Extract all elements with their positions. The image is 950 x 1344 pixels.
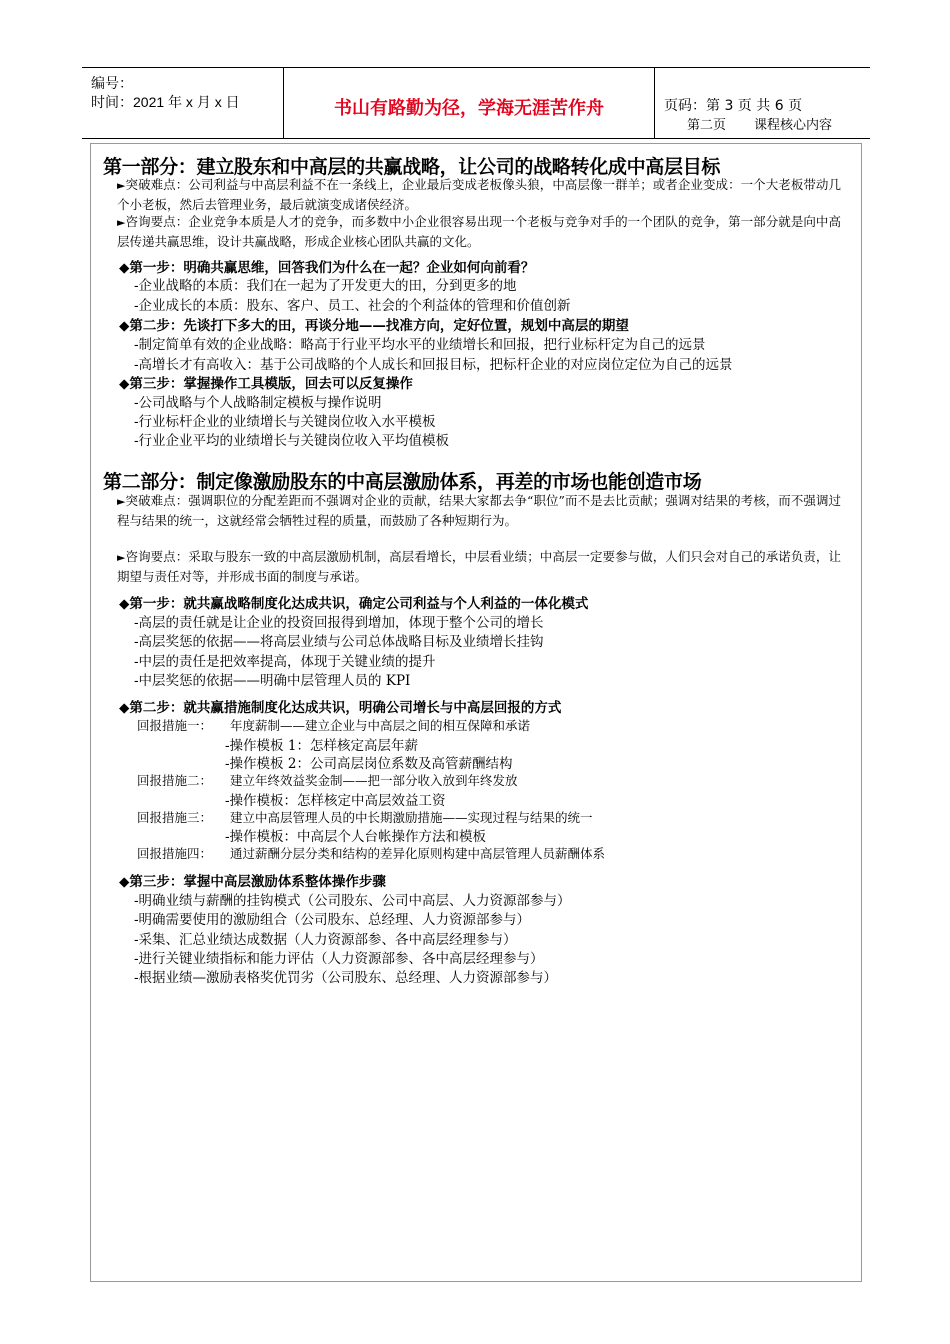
list-item: -操作模板 2：公司高层岗位系数及高管薪酬结构 bbox=[225, 756, 513, 772]
list-item: -高层奖惩的依据——将高层业绩与公司总体战略目标及业绩增长挂钩 bbox=[134, 634, 544, 650]
part1-note-1: ►突破难点：公司利益与中高层利益不在一条线上，企业最后变成老板像头狼，中高层像一群羊；或者企业变成：一个大老板带动几个小老板，然后去管理业务，最后就演变成诸侯经济。 bbox=[117, 177, 841, 212]
part1-step2: ◆第二步：先谈打下多大的田，再谈分地——找准方向，定好位置，规划中高层的期望 bbox=[119, 318, 629, 334]
list-item: -明确需要使用的激励组合（公司股东、总经理、人力资源部参与） bbox=[134, 912, 531, 928]
page-info: 页码：第 3 页 共 6 页 bbox=[664, 98, 803, 114]
measure-1 bbox=[137, 716, 530, 734]
part2-step1: ◆第一步：就共赢战略制度化达成共识，确定公司利益与个人利益的一体化模式 bbox=[119, 596, 589, 612]
list-item: -根据业绩—激励表格奖优罚劣（公司股东、总经理、人力资源部参与） bbox=[134, 970, 558, 986]
time-label: 时间：2021 年 x 月 x 日 bbox=[91, 94, 240, 110]
arrow-right-icon: ► bbox=[117, 495, 126, 508]
measure-text: 建立年终效益奖金制——把一部分收入放到年终发放 bbox=[230, 773, 518, 788]
part2-title: 第二部分：制定像激励股东的中高层激励体系，再差的市场也能创造市场 bbox=[103, 471, 702, 493]
part1-step1: ◆第一步：明确共赢思维，回答我们为什么在一起？企业如何向前看？ bbox=[119, 260, 535, 276]
measure-text: 年度薪制——建立企业与中高层之间的相互保障和承诺 bbox=[230, 718, 531, 733]
code-label: 编号： bbox=[91, 75, 133, 91]
measure-4 bbox=[137, 844, 605, 862]
part1-note-2: ►咨询要点：企业竞争本质是人才的竞争，而多数中小企业很容易出现一个老板与竞争对手的一个团队的竞争，第一部分就是向中高层传递共赢思维，设计共赢战略，形成企业核心团队共赢的文化。 bbox=[117, 214, 841, 249]
part2-note-1: ►突破难点：强调职位的分配差距而不强调对企业的贡献，结果大家都去争“职位”而不是去比贡献；强调对结果的考核，而不强调过程与结果的统一，这就经常会牺牲过程的质量，而鼓励了各种短期行为。 bbox=[117, 493, 841, 528]
section-label: 第二页 bbox=[687, 118, 727, 133]
measure-label: 回报措施三： bbox=[137, 810, 213, 825]
list-item: -高增长才有高收入：基于公司战略的个人成长和回报目标，把标杆企业的对应岗位定位为自己的远景 bbox=[134, 357, 733, 373]
arrow-right-icon: ► bbox=[117, 216, 126, 229]
list-item: -制定简单有效的企业战略：略高于行业平均水平的业绩增长和回报，把行业标杆定为自己的远景 bbox=[134, 337, 706, 353]
list-item: -采集、汇总业绩达成数据（人力资源部参、各中高层经理参与） bbox=[134, 932, 517, 948]
list-item: -进行关键业绩指标和能力评估（人力资源部参、各中高层经理参与） bbox=[134, 951, 544, 967]
measure-text: 建立中高层管理人员的中长期激励措施——实现过程与结果的统一 bbox=[230, 810, 593, 825]
part1-step3: ◆第三步：掌握操作工具模版，回去可以反复操作 bbox=[119, 376, 413, 392]
arrow-right-icon: ► bbox=[117, 179, 126, 192]
part2-note-2: ►咨询要点：采取与股东一致的中高层激励机制，高层看增长，中层看业绩；中高层一定要参与做，人们只会对自己的承诺负责，让期望与责任对等，并形成书面的制度与承诺。 bbox=[117, 549, 841, 584]
list-item: -高层的责任就是让企业的投资回报得到增加，体现于整个公司的增长 bbox=[134, 615, 544, 631]
part2-step2: ◆第二步：就共赢措施制度化达成共识，明确公司增长与中高层回报的方式 bbox=[119, 700, 562, 716]
list-item: -中层奖惩的依据——明确中层管理人员的 KPI bbox=[134, 673, 411, 689]
section-title: 课程核心内容 bbox=[754, 118, 833, 133]
header-meta bbox=[82, 68, 283, 138]
page-header bbox=[82, 67, 870, 139]
list-item: -行业标杆企业的业绩增长与关键岗位收入水平模板 bbox=[134, 414, 436, 430]
measure-label: 回报措施一： bbox=[137, 718, 213, 733]
header-page-cell bbox=[654, 68, 870, 138]
measure-label: 回报措施四： bbox=[137, 846, 213, 861]
arrow-right-icon: ► bbox=[117, 551, 126, 564]
measure-3 bbox=[137, 808, 593, 826]
measure-label: 回报措施二： bbox=[137, 773, 213, 788]
list-item: -中层的责任是把效率提高，体现于关键业绩的提升 bbox=[134, 654, 436, 670]
list-item: -公司战略与个人战略制定模板与操作说明 bbox=[134, 395, 382, 411]
list-item: -行业企业平均的业绩增长与关键岗位收入平均值模板 bbox=[134, 433, 450, 449]
list-item: -企业成长的本质：股东、客户、员工、社会的个利益体的管理和价值创新 bbox=[134, 298, 571, 314]
list-item: -操作模板：怎样核定中高层效益工资 bbox=[225, 793, 446, 809]
list-item: -企业战略的本质：我们在一起为了开发更大的田，分到更多的地 bbox=[134, 278, 517, 294]
list-item: -操作模板 1：怎样核定高层年薪 bbox=[225, 738, 418, 754]
part2-step3: ◆第三步：掌握中高层激励体系整体操作步骤 bbox=[119, 874, 386, 890]
motto: 书山有路勤为径，学海无涯苦作舟 bbox=[334, 98, 604, 119]
list-item: -操作模板：中高层个人台帐操作方法和模板 bbox=[225, 829, 487, 845]
part1-title: 第一部分：建立股东和中高层的共赢战略，让公司的战略转化成中高层目标 bbox=[103, 156, 721, 178]
section-info bbox=[687, 114, 860, 133]
list-item: -明确业绩与薪酬的挂钩模式（公司股东、公司中高层、人力资源部参与） bbox=[134, 893, 571, 909]
measure-2 bbox=[137, 771, 518, 789]
measure-text: 通过薪酬分层分类和结构的差异化原则构建中高层管理人员薪酬体系 bbox=[230, 846, 606, 861]
header-motto-cell bbox=[283, 68, 655, 138]
